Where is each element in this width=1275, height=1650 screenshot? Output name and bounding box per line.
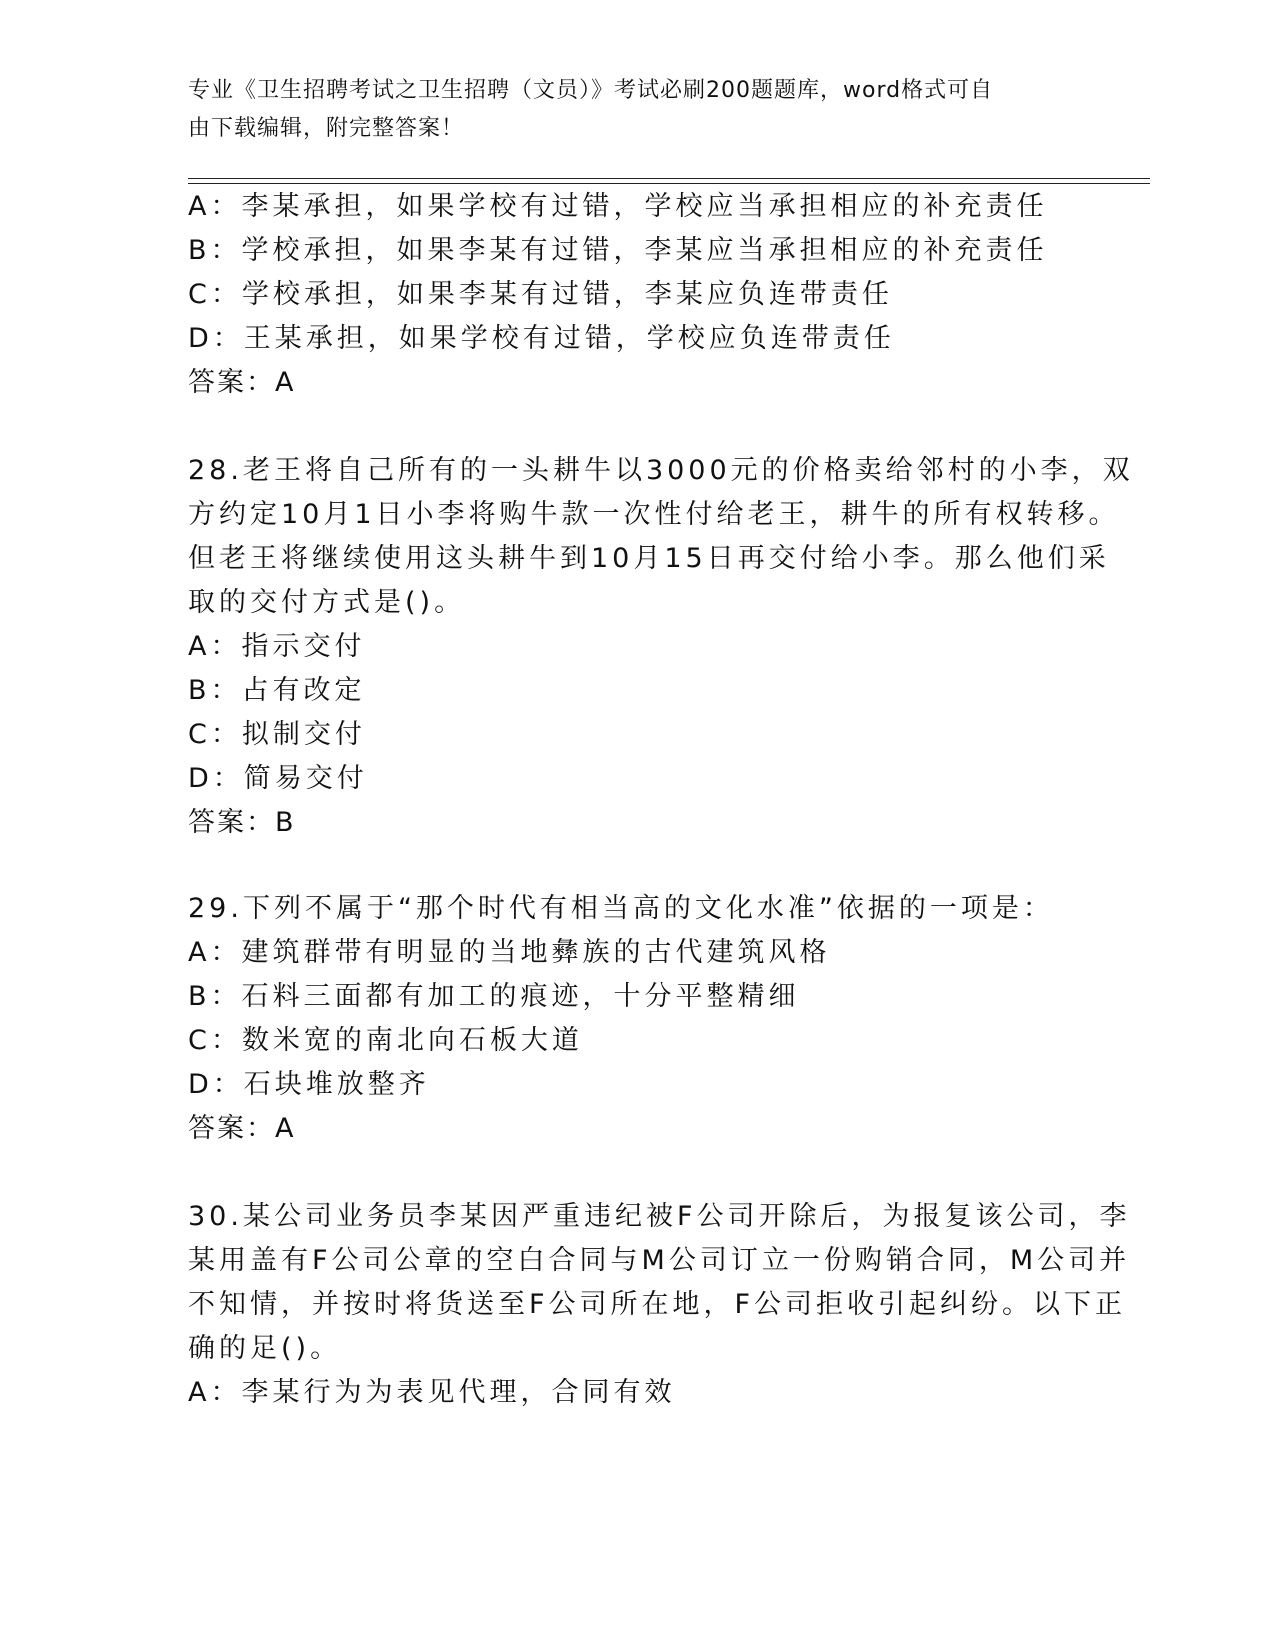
q29-option-b: B：石料三面都有加工的痕迹，十分平整精细 xyxy=(188,981,800,1012)
q29-option-a: A：建筑群带有明显的当地彝族的古代建筑风格 xyxy=(188,937,831,968)
q29-text-line-1: 29.下列不属于“那个时代有相当高的文化水准”依据的一项是： xyxy=(188,893,1054,924)
prev-option-a: A：李某承担，如果学校有过错，学校应当承担相应的补充责任 xyxy=(188,191,1048,222)
q28-answer: 答案：B xyxy=(188,807,296,838)
header-rule-bottom xyxy=(188,183,1150,184)
q28-text-line-3: 但老王将继续使用这头耕牛到10月15日再交付给小李。那么他们采 xyxy=(188,543,1110,574)
header-line-1: 专业《卫生招聘考试之卫生招聘（文员）》考试必刷200题题库，word格式可自 xyxy=(188,78,994,103)
q28-option-d: D：简易交付 xyxy=(188,763,368,794)
q30-text-line-4: 确的足()。 xyxy=(188,1333,342,1364)
prev-option-b: B：学校承担，如果李某有过错，李某应当承担相应的补充责任 xyxy=(188,235,1048,266)
header-rule-top xyxy=(188,178,1150,179)
q30-option-a: A：李某行为为表见代理，合同有效 xyxy=(188,1377,676,1408)
q28-text-line-4: 取的交付方式是()。 xyxy=(188,587,466,618)
header-line-2: 由下载编辑，附完整答案！ xyxy=(188,116,465,141)
q29-answer: 答案：A xyxy=(188,1113,296,1144)
q28-option-b: B：占有改定 xyxy=(188,675,366,706)
q29-option-c: C：数米宽的南北向石板大道 xyxy=(188,1025,583,1056)
q30-text-line-2: 某用盖有F公司公章的空白合同与M公司订立一份购销合同，M公司并 xyxy=(188,1245,1131,1276)
q30-text-line-1: 30.某公司业务员李某因严重违纪被F公司开除后，为报复该公司，李 xyxy=(188,1201,1131,1232)
q28-option-c: C：拟制交付 xyxy=(188,719,366,750)
q28-option-a: A：指示交付 xyxy=(188,631,366,662)
document-header xyxy=(188,72,1068,148)
prev-answer: 答案：A xyxy=(188,367,296,398)
q28-text-line-2: 方约定10月1日小李将购牛款一次性付给老王，耕牛的所有权转移。 xyxy=(188,499,1120,530)
prev-option-d: D：王某承担，如果学校有过错，学校应负连带责任 xyxy=(188,323,895,354)
q28-text-line-1: 28.老王将自己所有的一头耕牛以3000元的价格卖给邻村的小李，双 xyxy=(188,455,1134,486)
prev-option-c: C：学校承担，如果李某有过错，李某应负连带责任 xyxy=(188,279,893,310)
q30-text-line-3: 不知情，并按时将货送至F公司所在地，F公司拒收引起纠纷。以下正 xyxy=(188,1289,1127,1320)
q29-option-d: D：石块堆放整齐 xyxy=(188,1069,430,1100)
